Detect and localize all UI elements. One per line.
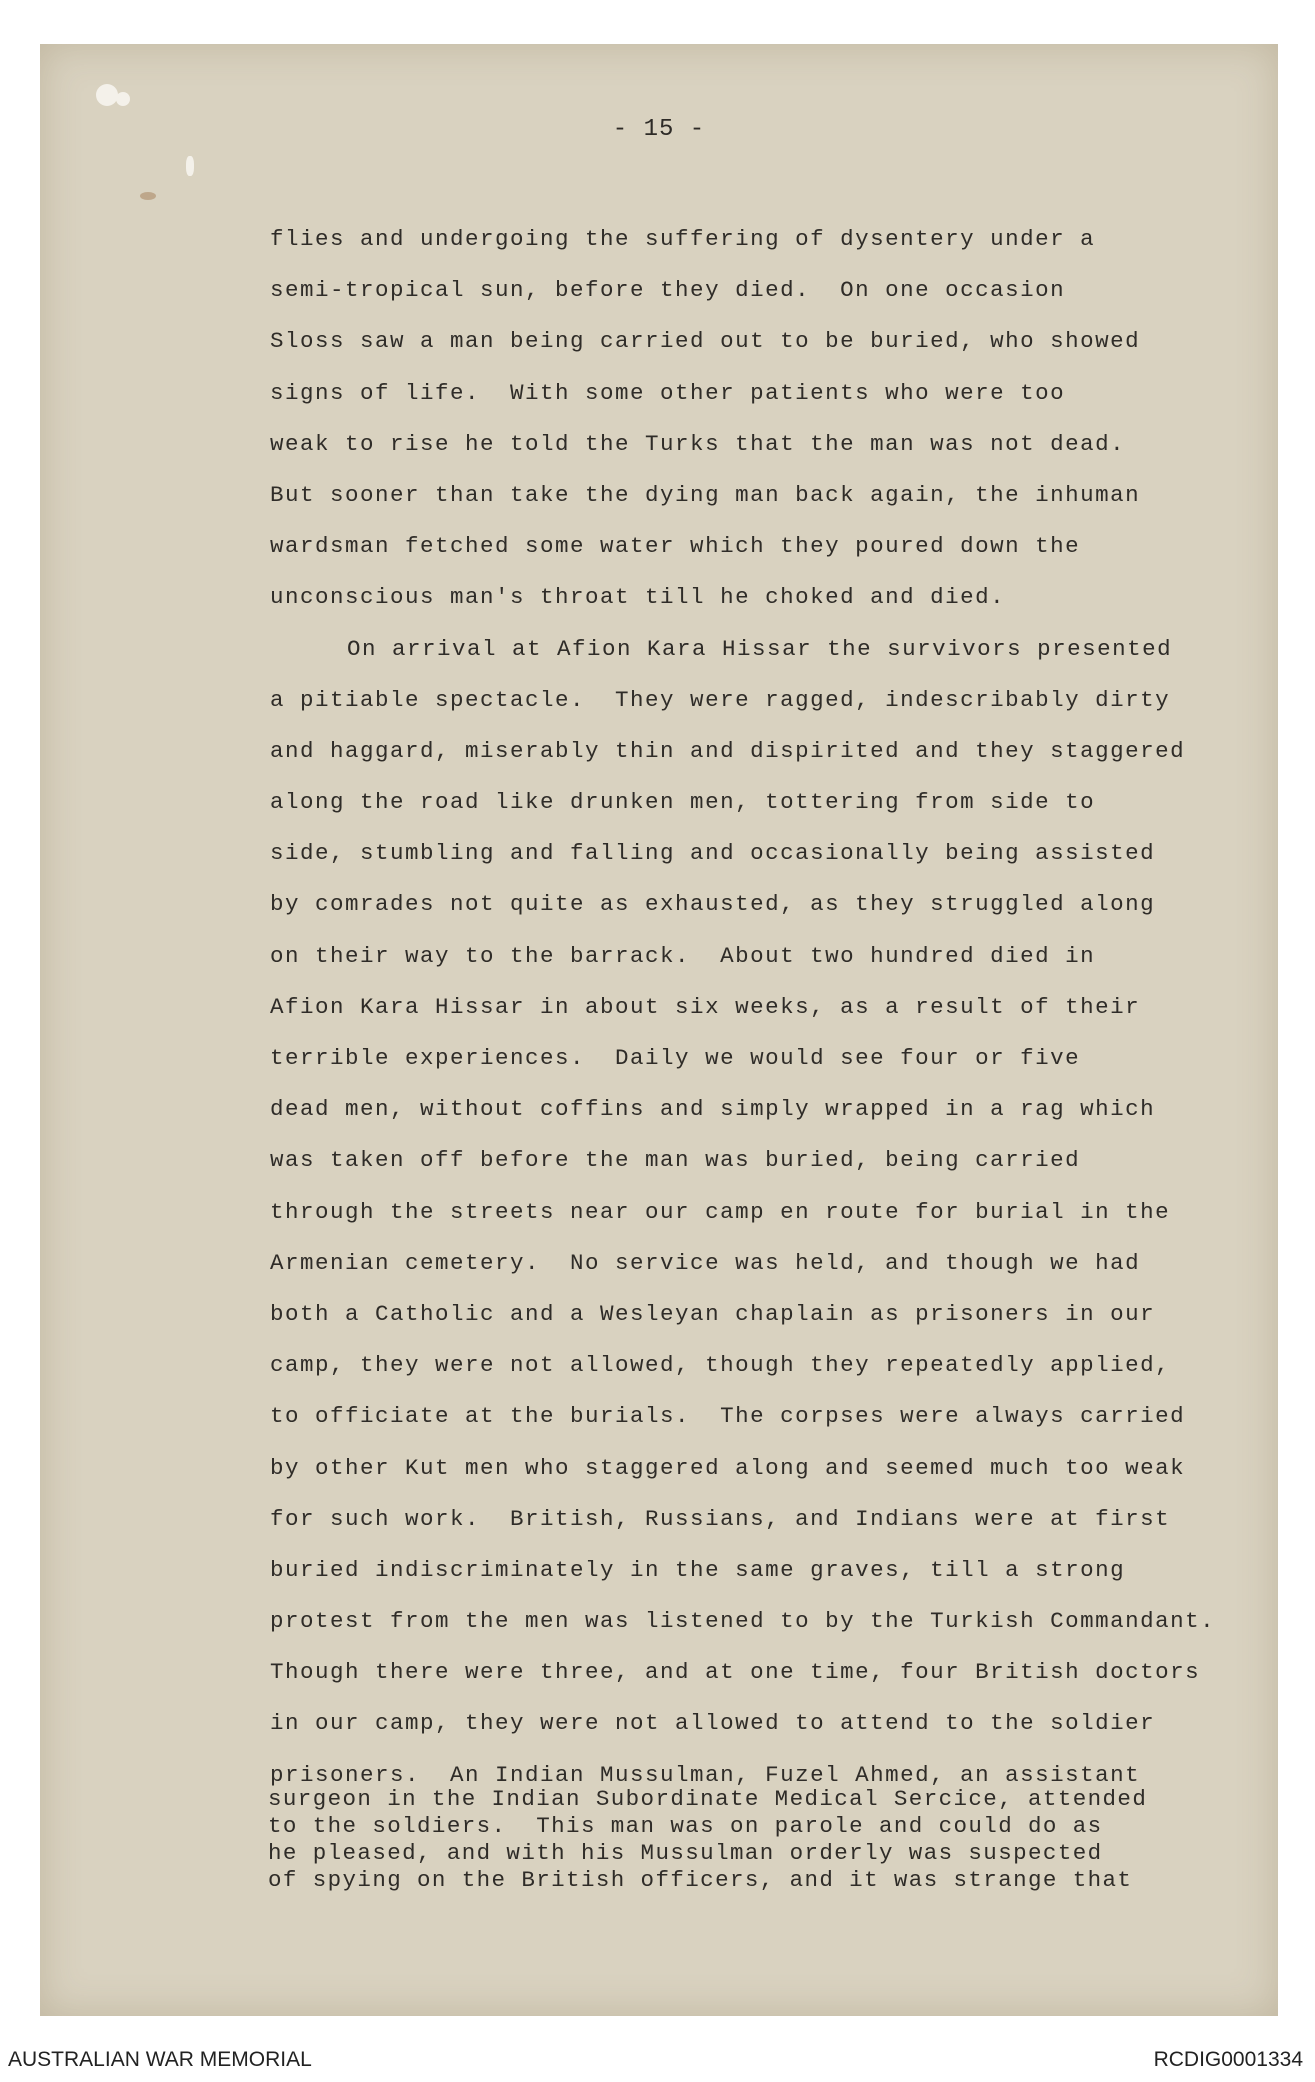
text-line: by other Kut men who staggered along and seemed much too weak [270,1454,1186,1481]
text-line: unconscious man's throat till he choked and died. [270,584,1006,611]
rust-stain [140,192,156,200]
text-line: weak to rise he told the Turks that the man was not dead. [270,430,1126,457]
text-line: semi-tropical sun, before they died. On one occasion [270,277,1066,304]
punch-hole [116,92,130,106]
text-line: through the streets near our camp en route for burial in the [270,1198,1171,1225]
archive-institution-label: AUSTRALIAN WAR MEMORIAL [8,2048,312,2071]
archive-caption-bar [0,2040,1315,2082]
text-line: flies and undergoing the suffering of dysentery under a [270,226,1096,252]
text-line: in our camp, they were not allowed to attend to the soldier [270,1710,1156,1737]
text-line: protest from the men was listened to by the Turkish Commandant. [270,1608,1216,1635]
text-line: Armenian cemetery. No service was held, and though we had [270,1249,1141,1276]
text-line: signs of life. With some other patients who were too [270,379,1066,406]
text-line: prisoners. An Indian Mussulman, Fuzel Ahmed, an assistant [270,1761,1141,1788]
text-line: to the soldiers. This man was on parole and could do as [268,1813,1103,1839]
text-line: Sloss saw a man being carried out to be buried, who showed [270,328,1141,355]
typed-body [270,214,1270,1801]
text-line: On arrival at Afion Kara Hissar the survivors presented [347,635,1173,662]
text-line: by comrades not quite as exhausted, as they struggled along [270,891,1156,918]
typed-continuation [268,1786,1268,1894]
text-line: to officiate at the burials. The corpses were always carried [270,1403,1186,1430]
text-line: But sooner than take the dying man back again, the inhuman [270,481,1141,508]
text-line: side, stumbling and falling and occasionally being assisted [270,840,1156,867]
text-line: for such work. British, Russians, and Indians were at first [270,1505,1171,1532]
text-line: buried indiscriminately in the same graves, till a strong [270,1556,1126,1583]
text-line: both a Catholic and a Wesleyan chaplain as prisoners in our [270,1300,1156,1327]
punch-hole [96,84,118,106]
text-line: on their way to the barrack. About two hundred died in [270,942,1096,969]
text-line: he pleased, and with his Mussulman orderly was suspected [268,1840,1103,1866]
text-line: terrible experiences. Daily we would see four or five [270,1045,1081,1071]
text-line: surgeon in the Indian Subordinate Medical Sercice, attended [268,1786,1148,1812]
text-line: wardsman fetched some water which they poured down the [270,533,1081,560]
text-line: of spying on the British officers, and it was strange that [268,1867,1133,1893]
archive-record-id: RCDIG0001334 [1153,2048,1303,2071]
text-line: along the road like drunken men, tottering from side to [270,789,1096,816]
text-line: camp, they were not allowed, though they repeatedly applied, [270,1352,1171,1379]
text-line: Afion Kara Hissar in about six weeks, as a result of their [270,993,1141,1020]
page-number: - 15 - [612,116,706,143]
text-line: dead men, without coffins and simply wrapped in a rag which [270,1096,1156,1123]
text-line: was taken off before the man was buried, being carried [270,1147,1081,1174]
document-page [40,44,1278,2016]
text-line: Though there were three, and at one time, four British doctors [270,1659,1201,1686]
text-line: and haggard, miserably thin and dispirited and they staggered [270,737,1186,764]
pin-hole [186,156,194,176]
text-line: a pitiable spectacle. They were ragged, indescribably dirty [270,686,1171,713]
